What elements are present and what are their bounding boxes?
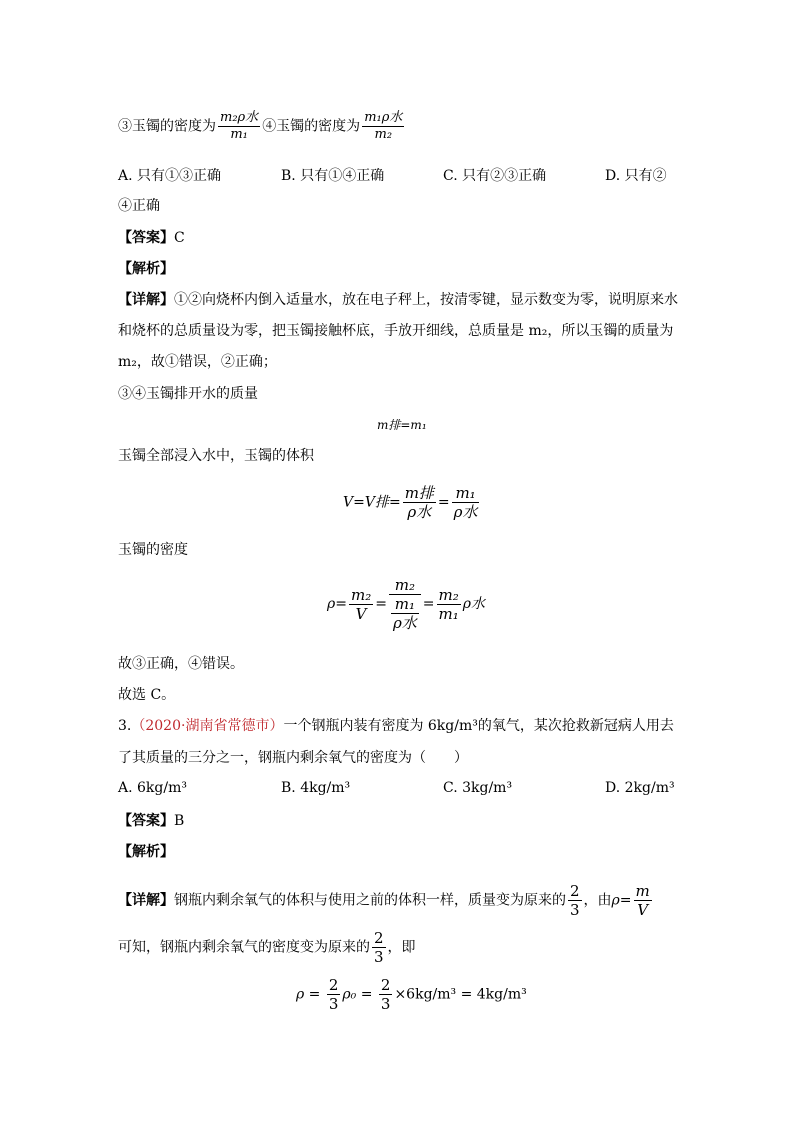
- q3-option-b: B. 4kg/m³: [281, 780, 351, 796]
- option-c: C. 只有②③正确: [443, 168, 547, 184]
- statement-3-4: [118, 110, 406, 143]
- detail-line-1: 【详解】①②向烧杯内倒入适量水，放在电子秤上，按清零键，显示数变为零，说明原来水: [118, 292, 678, 308]
- detail-line-5: 玉镯全部浸入水中，玉镯的体积: [118, 448, 314, 464]
- statement-3-prefix: ③玉镯的密度为: [118, 118, 216, 135]
- detail-line-2: 和烧杯的总质量设为零，把玉镯接触杯底，手放开细线，总质量是 m₂，所以玉镯的质量为: [118, 323, 674, 339]
- choice-line: 故选 C。: [118, 687, 176, 703]
- equation-2: V=V排= $\frac{\text{m排}}{\text{ρ水}}$ = $\frac{\text{m₁}}{\text{ρ水}}$: [343, 484, 478, 521]
- detail-line-6: 玉镯的密度: [118, 542, 188, 558]
- answer-line: [118, 228, 185, 248]
- q3-detail-line-1: 【详解】钢瓶内剩余氧气的体积与使用之前的体积一样，质量变为原来的 $\frac{2}{3}$ ，由ρ= $\frac{m}{V}$: [118, 882, 650, 919]
- option-d: D. 只有②: [605, 168, 667, 184]
- q3-option-d: D. 2kg/m³: [605, 780, 675, 796]
- q3-option-c: C. 3kg/m³: [443, 780, 513, 796]
- fraction-3: $\frac{\text{m₂ρ水}}{\text{m₁}}$: [220, 110, 259, 142]
- q3-option-a: A. 6kg/m³: [118, 780, 187, 796]
- detail-line-4: ③④玉镯排开水的质量: [118, 386, 258, 402]
- question-3-stem-2: 了其质量的三分之一，钢瓶内剩余氧气的密度为（ ）: [118, 750, 468, 766]
- q3-detail-line-2: 可知，钢瓶内剩余氧气的密度变为原来的 $\frac{2}{3}$ ，即: [118, 929, 416, 966]
- question-source: （2020·湖南省常德市）: [131, 718, 284, 734]
- option-b: B. 只有①④正确: [281, 168, 385, 184]
- conclusion-line: 故③正确，④错误。: [118, 656, 244, 672]
- q3-equation: ρ = $\frac{2}{3}$ ρ₀ = $\frac{2}{3}$ ×6kg/m³ = 4kg/m³: [296, 976, 527, 1013]
- detail-line-3: m₂，故①错误，②正确；: [118, 354, 277, 370]
- answer-value: C: [174, 230, 185, 246]
- fraction-4: $\frac{\text{m₁ρ水}}{\text{m₂}}$: [364, 110, 403, 142]
- question-3-stem-1: 3.（2020·湖南省常德市）一个钢瓶内装有密度为 6kg/m³的氧气，某次抢救新冠病人用去: [118, 718, 674, 734]
- equation-3: ρ= $\frac{\text{m₂}}{V}$ = $\frac{\text{m₂}}{\frac{\text{m₁}}{\text{ρ水}}}$ = $\frac{\text{m₂}}{\text{m₁}}$ ρ水: [327, 576, 485, 632]
- analysis-label: 【解析】: [118, 261, 174, 277]
- detail-label: 【详解】: [118, 292, 174, 308]
- question-number: 3.: [118, 718, 132, 734]
- answer-label: 【答案】: [118, 230, 174, 246]
- q3-analysis-label: 【解析】: [118, 844, 174, 860]
- statement-4-prefix: ④玉镯的密度为: [262, 118, 361, 135]
- option-wrap: ④正确: [118, 198, 160, 214]
- equation-1: m排=m₁: [377, 418, 427, 432]
- q3-answer-line: 【答案】B: [118, 813, 185, 829]
- option-a: A. 只有①③正确: [118, 168, 222, 184]
